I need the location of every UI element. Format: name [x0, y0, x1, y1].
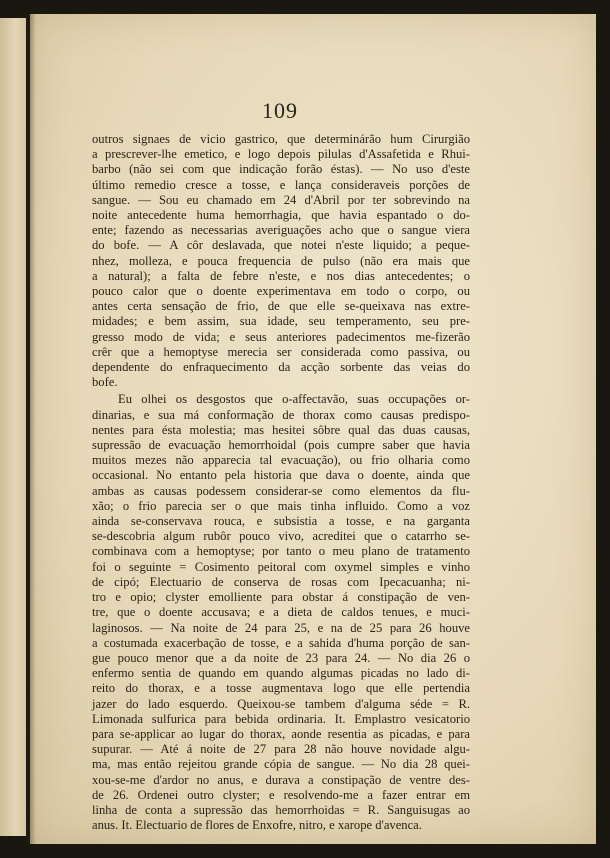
text-line: se-descobria algum rubôr pouco vivo, acreditei que o catarrho se-	[92, 529, 470, 544]
text-line: barbo (não sei com que indicação forão éstas). — No uso d'este	[92, 162, 470, 177]
text-line: último remedio cresce a tosse, e lança consideraveis porções de	[92, 177, 470, 192]
text-line: dependente do enfraquecimento da acção sorbente das veias do	[92, 360, 470, 375]
paragraph-2	[92, 392, 470, 833]
text-line: pouco calor que o doente experimentava em todo o corpo, ou	[92, 284, 470, 299]
text-line: gue pouco menor que a da noite de 23 para 24. — No dia 26 o	[92, 650, 470, 665]
text-line: nhez, molleza, e pouca frequencia de pulso (não era mais que	[92, 253, 470, 268]
text-line: ente; fazendo as necessarias averiguações acho que o sangue viera	[92, 223, 470, 238]
text-line: dinarias, e sua má conformação de thorax como causas predispo-	[92, 407, 470, 422]
text-line: a prescrever-lhe emetico, e logo depois pilulas d'Assafetida e Rhui-	[92, 147, 470, 162]
text-line: laginosos. — Na noite de 24 para 25, e na de 25 para 26 houve	[92, 620, 470, 635]
text-line: noite antecedente huma hemorrhagia, que havia espantado o do-	[92, 208, 470, 223]
text-line: occasional. No entanto pela historia que dava o doente, ainda que	[92, 468, 470, 483]
text-line: ma, mas então rejeitou grande cópia de sangue. — No dia 28 quei-	[92, 757, 470, 772]
text-line: muitos mezes não apparecia tal evacuação), ou frio olharia como	[92, 453, 470, 468]
gutter-shadow	[26, 14, 36, 844]
paragraph-1	[92, 132, 470, 390]
text-line: supressão de evacuação hemorrhoidal (pois cumpre saber que havia	[92, 438, 470, 453]
text-line: sangue. — Sou eu chamado em 24 d'Abril por ter sobrevindo na	[92, 192, 470, 207]
text-line: antes certa sensação de frio, de que elle se-queixava nas extre-	[92, 299, 470, 314]
text-line: ambas as causas podessem considerar-se como elementos da flu-	[92, 483, 470, 498]
text-line: linha de conta a supressão das hemorrhoidas = R. Sanguisugas ao	[92, 802, 470, 817]
text-line: do bofe. — A côr deslavada, que notei n'este liquido; a peque-	[92, 238, 470, 253]
text-line: supurar. — Até á noite de 27 para 28 não houve novidade algu-	[92, 742, 470, 757]
body-text	[92, 132, 470, 833]
text-line: a costumada exacerbação de tosse, e a sahida d'huma porção de san-	[92, 635, 470, 650]
text-line: combinava com a hemoptyse; por tanto o meu plano de tratamento	[92, 544, 470, 559]
page-number: 109	[262, 98, 298, 123]
text-line: gresso modo de vida; e seus anteriores padecimentos me-fizerão	[92, 329, 470, 344]
text-line: Eu olhei os desgostos que o-affectavão, suas occupações or-	[118, 392, 470, 407]
text-line: foi o seguinte = Cosimento peitoral com oxymel simples e vinho	[92, 559, 470, 574]
text-line: tro e opio; clyster emolliente para obstar á constipação de ven-	[92, 590, 470, 605]
text-line: nentes para ésta molestia; mas hesitei sôbre qual das duas causas,	[92, 422, 470, 437]
text-line: crêr que a hemoptyse merecia ser considerada como passiva, ou	[92, 344, 470, 359]
previous-page-edge	[0, 18, 26, 836]
text-line: xão; o frio parecia ser o que mais tinha influido. Como a voz	[92, 498, 470, 513]
text-line: ainda se-conservava rouca, e subsistia a tosse, e na garganta	[92, 514, 470, 529]
text-line: para se-applicar ao lugar do thorax, aonde resentia as picadas, e para	[92, 726, 470, 741]
text-line: enfermo sentia de quando em quando algumas picadas no lado di-	[92, 666, 470, 681]
text-line: tre, que o doente accusava; e a dieta de caldos tenues, e muci-	[92, 605, 470, 620]
text-line: de 26. Ordenei outro clyster; e resolvendo-me a fazer entrar em	[92, 787, 470, 802]
text-line: Limonada sulfurica para bebida ordinaria. It. Emplastro vesicatorio	[92, 711, 470, 726]
text-line: reito do thorax, e a tosse augmentava logo que elle pertendia	[92, 681, 470, 696]
text-line: jazer do lado esquerdo. Queixou-se tambem d'alguma séde = R.	[92, 696, 470, 711]
text-line: xou-se-me d'ardor no anus, e durava a constipação de ventre des-	[92, 772, 470, 787]
text-line: a natural); a falta de febre n'este, e nos dias antecedentes; o	[92, 268, 470, 283]
text-line: de cipó; Electuario de conserva de rosas com Ipecacuanha; ni-	[92, 574, 470, 589]
text-line: midades; e bem assim, sua idade, seu temperamento, seu pre-	[92, 314, 470, 329]
text-line: bofe.	[92, 375, 118, 390]
text-line: outros signaes de vicio gastrico, que determinárão hum Cirurgião	[92, 132, 470, 146]
text-line: anus. It. Electuario de flores de Enxofre, nitro, e xarope d'avenca.	[92, 818, 422, 833]
